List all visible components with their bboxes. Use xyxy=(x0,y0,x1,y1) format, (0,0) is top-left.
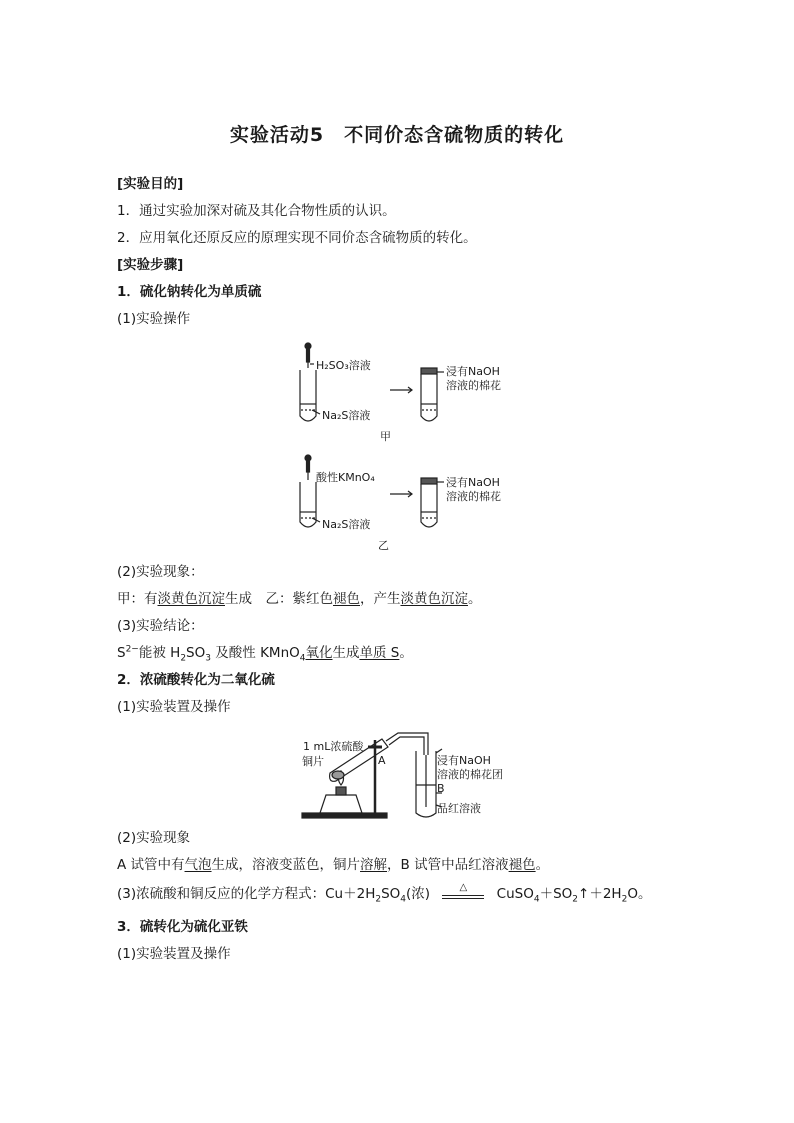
step1-phenomenon: 甲：有淡黄色沉淀生成 乙：紫红色褪色，产生淡黄色沉淀。 xyxy=(117,591,482,607)
step1-phenomenon-label: (2)实验现象： xyxy=(117,564,204,580)
fig3-copper-label: 铜片 xyxy=(302,755,324,768)
fig2-solution-label: Na₂S溶液 xyxy=(322,518,371,531)
fig3-cotton-label-2: 溶液的棉花团 xyxy=(437,768,503,781)
step2-equation: (3)浓硫酸和铜反应的化学方程式：$Cu+2H_2SO_4$(浓) △ $CuSO_4+SO_2↑+2H_2O$。 xyxy=(117,882,652,905)
step1-title: 1．硫化钠转化为单质硫 xyxy=(117,284,262,300)
page-title: 实验活动5 不同价态含硫物质的转化 xyxy=(229,124,565,146)
fig1-caption: 甲 xyxy=(380,430,391,443)
fig2-cotton-label-1: 浸有NaOH xyxy=(446,476,500,489)
fig3-acid-label: 1 mL浓硫酸 xyxy=(303,740,364,753)
purpose-item-2: 2．应用氧化还原反应的原理实现不同价态含硫物质的转化。 xyxy=(117,230,477,246)
purpose-item-1: 1．通过实验加深对硫及其化合物性质的认识。 xyxy=(117,203,396,219)
step1-conclusion-label: (3)实验结论： xyxy=(117,618,204,634)
step2-phenomenon-label: (2)实验现象 xyxy=(117,830,191,846)
step2-title: 2．浓硫酸转化为二氧化硫 xyxy=(117,672,275,688)
step2-phenomenon: A 试管中有气泡生成，溶液变蓝色，铜片溶解，B 试管中品红溶液褪色。 xyxy=(117,857,550,873)
fig2-reagent-label: 酸性KMnO₄ xyxy=(316,471,375,484)
fig1-solution-label: Na₂S溶液 xyxy=(322,409,371,422)
step2-operation-label: (1)实验装置及操作 xyxy=(117,699,231,715)
fig2-caption: 乙 xyxy=(378,539,389,552)
reaction-condition-arrow: △ xyxy=(440,885,486,903)
fig1-cotton-label-2: 溶液的棉花 xyxy=(446,379,501,392)
step1-conclusion: $S^{2-}$能被 $H_2SO_3$ 及酸性 KMnO$_4$氧化生成单质 S。 xyxy=(117,644,413,664)
fig1-cotton-label-1: 浸有NaOH xyxy=(446,365,500,378)
fig1-reagent-label: H₂SO₃溶液 xyxy=(316,359,371,372)
step1-operation-label: (1)实验操作 xyxy=(117,311,191,327)
step3-title: 3．硫转化为硫化亚铁 xyxy=(117,919,248,935)
fig3-cotton-label-1: 浸有NaOH xyxy=(437,754,491,767)
step3-operation-label: (1)实验装置及操作 xyxy=(117,946,231,962)
fig3-tube-a-label: A xyxy=(378,754,386,767)
fig2-cotton-label-2: 溶液的棉花 xyxy=(446,490,501,503)
fig3-tube-b-label: B xyxy=(437,782,445,795)
steps-heading: [实验步骤] xyxy=(117,257,184,273)
fig3-pinhong-label: 品红溶液 xyxy=(437,802,481,815)
purpose-heading: [实验目的] xyxy=(117,176,184,192)
